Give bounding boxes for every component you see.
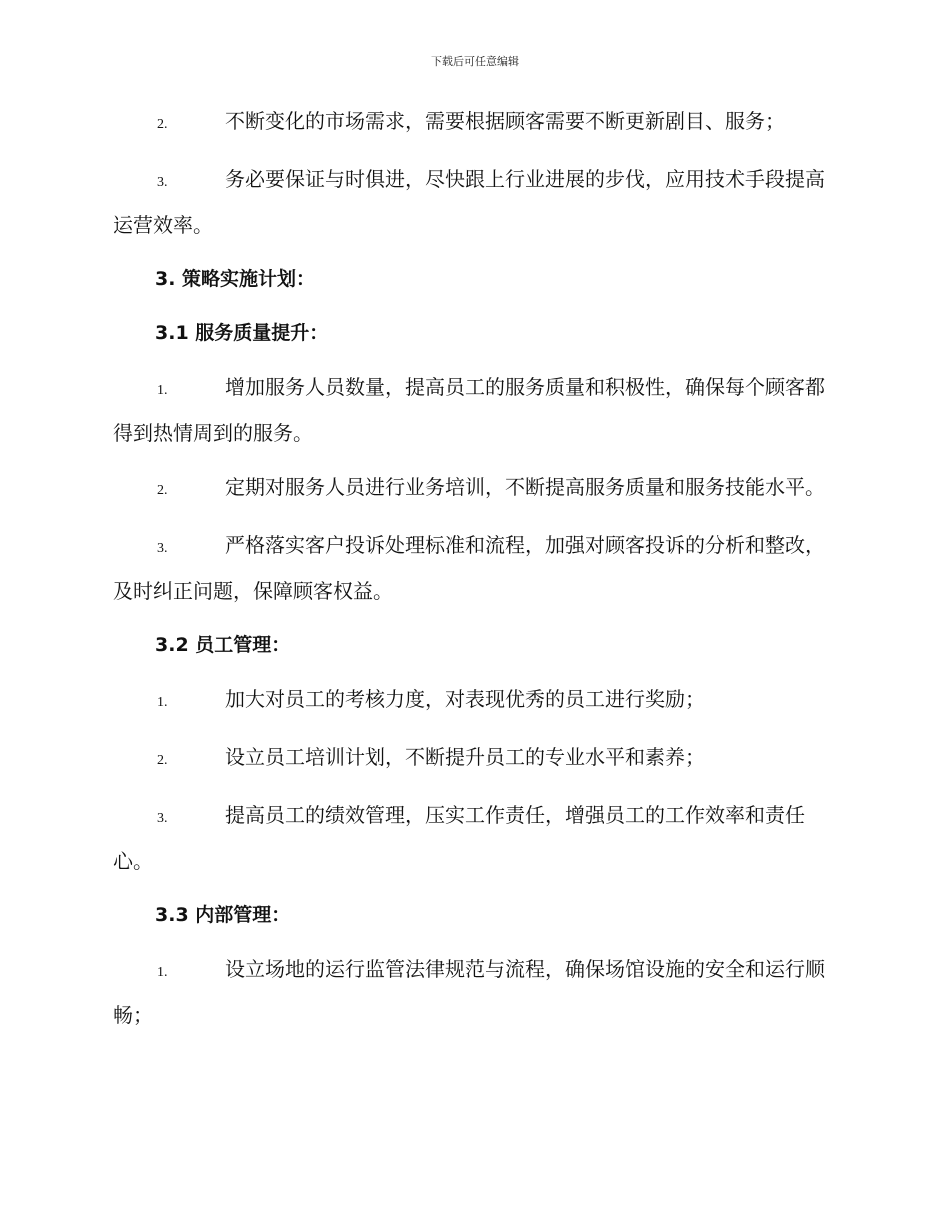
list-item — [113, 736, 835, 782]
list-item — [113, 948, 835, 1036]
subsection-heading: 3.3 内部管理： — [155, 904, 291, 926]
section-heading: 3. 策略实施计划： — [155, 268, 316, 290]
list-item — [113, 100, 835, 146]
list-item — [113, 524, 835, 612]
list-number: 2. — [157, 753, 168, 768]
list-item — [113, 678, 835, 724]
list-number: 1. — [157, 965, 168, 980]
subsection-heading: 3.2 员工管理： — [155, 634, 291, 656]
list-text: 务必要保证与时俱进，尽快跟上行业进展的步伐，应用技术手段提高运营效率。 — [113, 167, 825, 237]
list-number: 1. — [157, 695, 168, 710]
list-text: 加大对员工的考核力度，对表现优秀的员工进行奖励； — [225, 687, 705, 711]
subsection-heading: 3.1 服务质量提升： — [155, 322, 329, 344]
list-text: 定期对服务人员进行业务培训，不断提高服务质量和服务技能水平。 — [225, 475, 825, 499]
list-text: 严格落实客户投诉处理标准和流程，加强对顾客投诉的分析和整改，及时纠正问题，保障顾客权益。 — [113, 533, 825, 603]
page-header: 下载后可任意编辑 — [431, 55, 519, 68]
list-text: 增加服务人员数量，提高员工的服务质量和积极性，确保每个顾客都得到热情周到的服务。 — [113, 375, 825, 445]
list-text: 不断变化的市场需求，需要根据顾客需要不断更新剧目、服务； — [225, 109, 785, 133]
list-item — [113, 794, 835, 882]
list-number: 1. — [157, 383, 168, 398]
list-number: 2. — [157, 483, 168, 498]
list-text: 设立场地的运行监管法律规范与流程，确保场馆设施的安全和运行顺畅； — [113, 957, 825, 1027]
list-item — [113, 158, 835, 246]
list-item — [113, 466, 835, 512]
list-item — [113, 366, 835, 454]
list-text: 提高员工的绩效管理，压实工作责任，增强员工的工作效率和责任心。 — [113, 803, 805, 873]
list-number: 3. — [157, 811, 168, 826]
list-number: 3. — [157, 175, 168, 190]
list-text: 设立员工培训计划，不断提升员工的专业水平和素养； — [225, 745, 705, 769]
document-body — [113, 100, 835, 1048]
list-number: 3. — [157, 541, 168, 556]
list-number: 2. — [157, 117, 168, 132]
